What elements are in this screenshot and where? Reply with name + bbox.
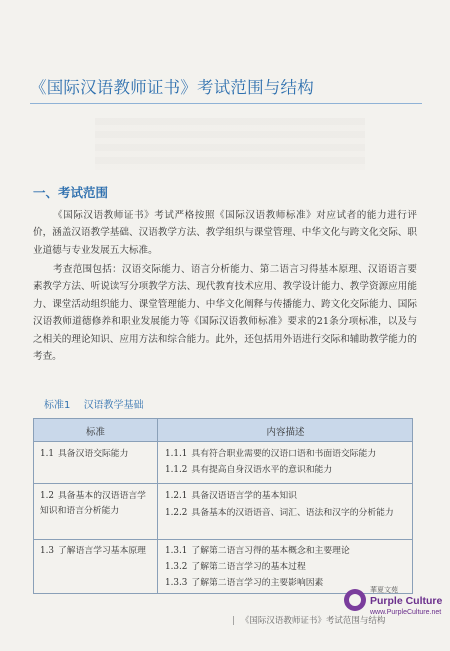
table-row-3-standard xyxy=(40,544,152,559)
section-heading: 一、考试范围 xyxy=(33,185,109,200)
item-text: 了解第二语言习得的基本概念和主要理论 xyxy=(191,546,350,556)
standard-number: 1.1 xyxy=(40,449,54,459)
table-row-1-item-1 xyxy=(165,447,409,462)
title-divider xyxy=(30,103,422,104)
standard-text: 具备基本的汉语语言学知识和语言分析能力 xyxy=(40,491,146,516)
item-number: 1.2.1 xyxy=(165,491,188,501)
item-text: 了解第二语言学习的基本过程 xyxy=(191,562,306,572)
watermark-en: Purple Culture xyxy=(370,595,443,607)
footer-separator: | xyxy=(232,616,235,626)
bleed-through-text xyxy=(95,118,365,170)
purple-culture-logo-icon xyxy=(344,589,366,611)
table-header-standard: 标准 xyxy=(85,427,105,438)
item-text: 具备汉语语言学的基本知识 xyxy=(191,491,297,501)
table-row-divider xyxy=(34,483,412,484)
table-row-2-item-2 xyxy=(165,506,409,521)
standard-number: 1.2 xyxy=(40,491,54,501)
item-number: 1.3.3 xyxy=(165,578,188,588)
item-number: 1.1.1 xyxy=(165,449,188,459)
watermark-cn: 華夏文苑 xyxy=(370,586,398,594)
table-caption xyxy=(44,396,154,411)
item-number: 1.1.2 xyxy=(165,465,188,475)
standards-table xyxy=(33,418,413,594)
table-header-content: 内容描述 xyxy=(266,427,305,438)
table-row-2-item-1 xyxy=(165,489,409,504)
page-title: 《国际汉语教师证书》考试范围与结构 xyxy=(30,78,314,97)
table-caption-number: 标准1 xyxy=(44,400,71,411)
item-text: 具有符合职业需要的汉语口语和书面语交际能力 xyxy=(191,449,377,459)
item-number: 1.2.2 xyxy=(165,508,188,518)
table-header-row xyxy=(34,419,412,442)
item-number: 1.3.1 xyxy=(165,546,188,556)
table-column-divider xyxy=(157,419,158,593)
table-row-3-item-2 xyxy=(165,560,409,575)
table-row-2-standard xyxy=(40,489,152,519)
paragraph-1: 《国际汉语教师证书》考试严格按照《国际汉语教师标准》对应试者的能力进行评价，涵盖汉语教学基础、汉语教学方法、教学组织与课堂管理、中华文化与跨文化交际、职业道德与专业发展五大标准。 xyxy=(33,210,417,256)
item-text: 具备基本的汉语语音、词汇、语法和汉字的分析能力 xyxy=(191,508,394,518)
table-row-1-item-2 xyxy=(165,463,409,478)
footer-text: 《国际汉语教师证书》考试范围与结构 xyxy=(240,616,386,626)
watermark-url: www.PurpleCulture.net xyxy=(370,609,442,616)
table-row-1-standard xyxy=(40,447,152,462)
item-number: 1.3.2 xyxy=(165,562,188,572)
watermark-logo xyxy=(344,585,443,625)
item-text: 了解第二语言学习的主要影响因素 xyxy=(191,578,324,588)
table-caption-title: 汉语教学基础 xyxy=(83,400,144,411)
table-row-3-item-1 xyxy=(165,544,409,559)
standard-text: 了解语言学习基本原理 xyxy=(58,546,146,556)
paragraph-2: 考查范围包括：汉语交际能力、语言分析能力、第二语言习得基本原理、汉语语言要素教学方法、听说读写分项教学方法、现代教育技术应用、教学设计能力、教学资源应用能力、课堂活动组织能力、课堂管理能力、中华文化阐释与传播能力、跨文化交际能力、国际汉语教师道德修养和职业发展能力等《国际汉语教师标准》要求的21条分项标准，以及与之相关的理论知识、应用方法和综合能力。此外，还包括用外语进行交际和辅助教学能力的考查。 xyxy=(33,264,417,363)
standard-text: 具备汉语交际能力 xyxy=(58,449,129,459)
item-text: 具有提高自身汉语水平的意识和能力 xyxy=(191,465,333,475)
table-row-divider xyxy=(34,539,412,540)
standard-number: 1.3 xyxy=(40,546,54,556)
